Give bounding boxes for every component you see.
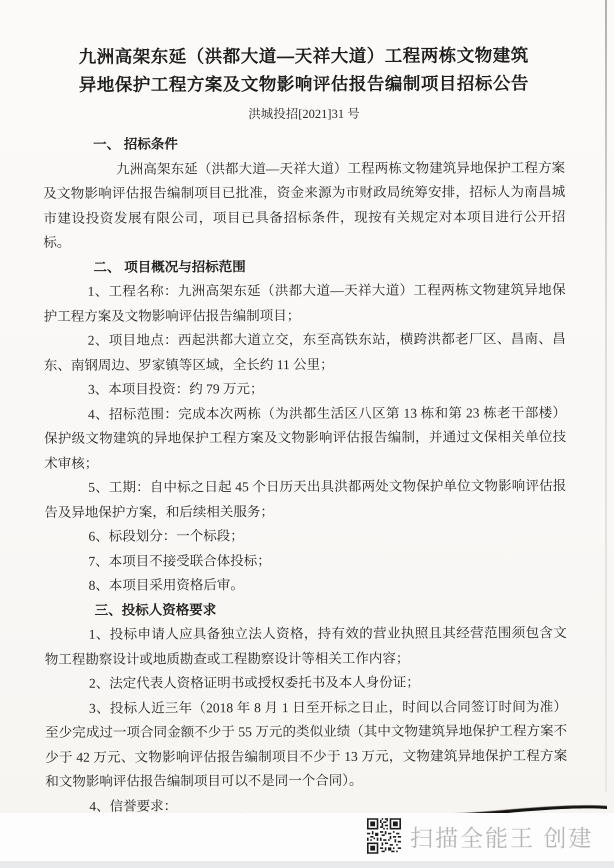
scroll-area-bottom-strip <box>0 861 614 868</box>
paragraph: 6、标段划分：一个标段； <box>88 528 244 544</box>
camscanner-watermark <box>367 818 593 854</box>
page-edge-shadow-right <box>605 0 607 792</box>
paragraph: 2、法定代表人资格证明书或授权委托书及本人身份证； <box>88 674 420 691</box>
section-heading-1: 一、 招标条件 <box>93 136 178 152</box>
paragraph: 2、项目地点：西起洪都大道立交，东至高铁东站，横跨洪都老厂区、昌南、昌东、南钢周边、罗家镇等区域，全长约 11 公里； <box>43 331 566 373</box>
camscanner-watermark-text: 扫描全能王 创建 <box>410 824 594 851</box>
paragraph: 3、投标人近三年（2018 年 8 月 1 日至开标之日止，时间以合同签订时间为准）至少完成过一项合同金额不少于 55 万元的类似业绩（其中文物建筑异地保护工程方案不少于 42 万元、文物影响评估报告编制项目不少于 13 万元，文物建筑异地保护工程方案和文物影响评估报告编制项目可以不是同一个合同）。 <box>45 698 568 789</box>
scanner-watermark-area <box>0 813 614 861</box>
document-number: 洪城投招[2021]31 号 <box>248 106 360 122</box>
section-heading-2: 二、 项目概况与招标范围 <box>93 258 246 275</box>
paragraph: 3、本项目投资：约 79 万元； <box>87 381 264 397</box>
paragraph: 九洲高架东延（洪都大道—天祥大道）工程两栋文物建筑异地保护工程方案及文物影响评估报告编制项目已批准，资金来源为市财政局统筹安排，招标人为南昌城市建设投资发展有限公司，项目已具备招标条件，现按有关规定对本项目进行公开招标。 <box>43 159 566 250</box>
document-title-line1: 九洲高架东延（洪都大道—天祥大道）工程两栋文物建筑 <box>78 45 529 67</box>
paragraph: 4、招标范围：完成本次两栋（为洪都生活区八区第 13 栋和第 23 栋老干部楼）保护级文物建筑的异地保护工程方案及文物影响评估报告编制，并通过文保相关单位技术审核； <box>44 404 567 471</box>
paragraph: 1、投标申请人应具备独立法人资格，持有效的营业执照且其经营范围须包含文物工程勘察设计或地质勘查或工程勘察设计等相关工作内容； <box>44 625 567 667</box>
paragraph: 4、信誉要求： <box>89 797 178 814</box>
paragraph: 1、工程名称：九洲高架东延（洪都大道—天祥大道）工程两栋文物建筑异地保护工程方案及文物影响评估报告编制项目； <box>43 282 566 324</box>
document-body <box>43 131 567 819</box>
document-title <box>43 41 565 99</box>
paragraph: 8、本项目采用资格后审。 <box>88 577 244 593</box>
section-heading-3: 三、投标人资格要求 <box>94 601 217 618</box>
paragraph: 7、本项目不接受联合体投标； <box>88 552 271 569</box>
paragraph: 5、工期：自中标之日起 45 个日历天出具洪都两处文物保护单位文物影响评估报告及异地保护方案，和后续相关服务； <box>44 478 567 520</box>
document-title-line2: 异地保护工程方案及文物影响评估报告编制项目招标公告 <box>78 73 529 95</box>
qr-code-icon <box>367 818 401 854</box>
